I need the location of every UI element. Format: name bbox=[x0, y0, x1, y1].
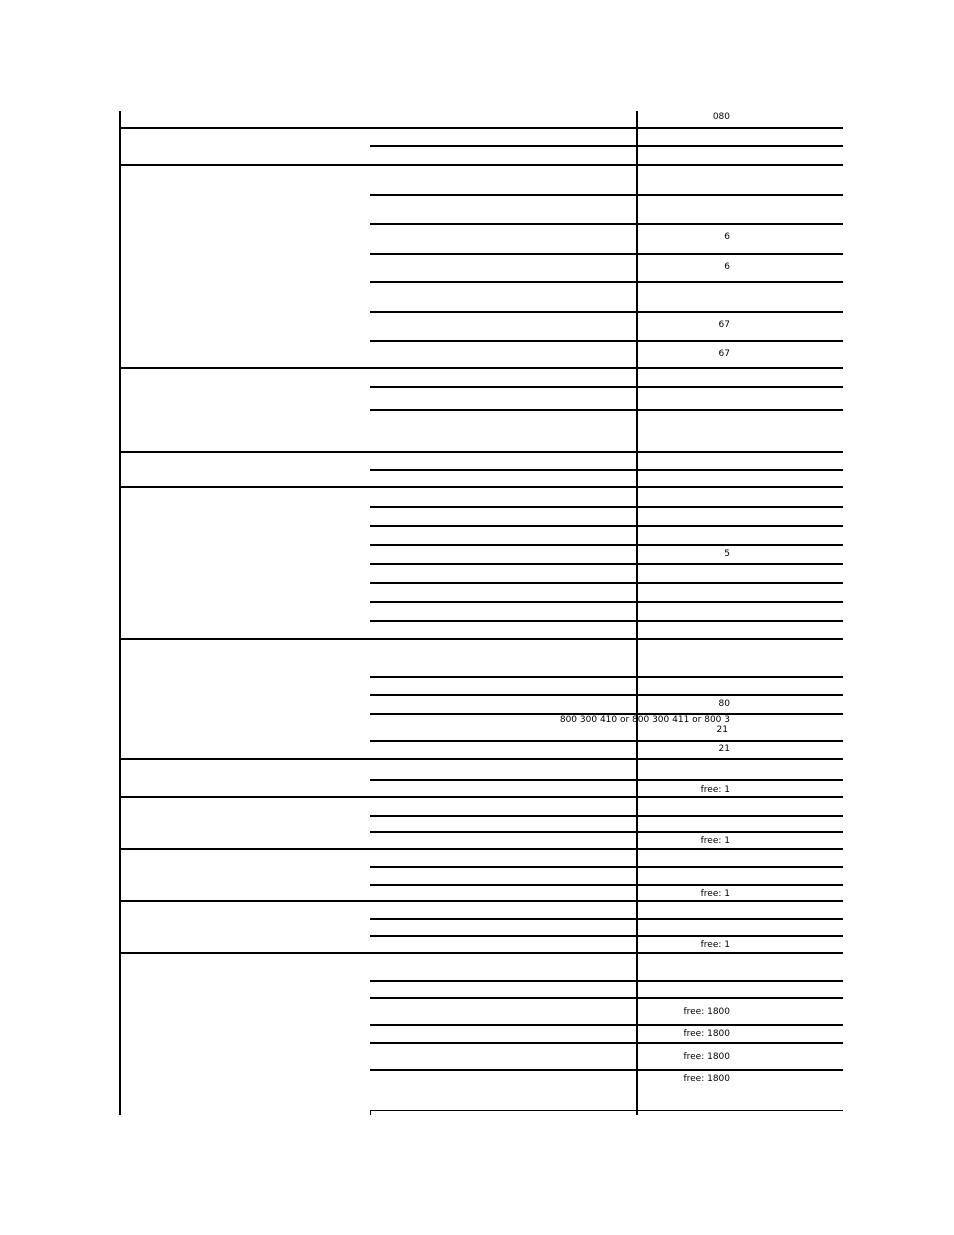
row-divider bbox=[370, 831, 843, 833]
row-divider bbox=[370, 409, 843, 411]
row-divider bbox=[370, 311, 843, 313]
phone-cell-text-line2: 21 bbox=[716, 725, 728, 735]
row-divider bbox=[119, 638, 843, 640]
phone-cell-text: free: 1 bbox=[700, 889, 730, 899]
row-divider bbox=[370, 145, 843, 147]
phone-cell-text: 800 300 410 or 800 300 411 or 800 3 bbox=[559, 715, 730, 725]
phone-cell-text: free: 1 bbox=[700, 836, 730, 846]
row-divider bbox=[370, 340, 843, 342]
column-divider bbox=[119, 111, 121, 1115]
column-divider bbox=[370, 1110, 371, 1115]
row-divider bbox=[119, 796, 843, 798]
row-divider bbox=[370, 815, 843, 817]
row-divider bbox=[370, 506, 843, 508]
row-divider bbox=[370, 1110, 843, 1111]
row-divider bbox=[119, 758, 843, 760]
row-divider bbox=[119, 127, 843, 129]
row-divider bbox=[370, 676, 843, 678]
phone-cell-text: free: 1800 bbox=[683, 1074, 730, 1084]
row-divider bbox=[370, 469, 843, 471]
row-divider bbox=[370, 1024, 843, 1026]
row-divider bbox=[119, 486, 843, 488]
row-divider bbox=[370, 740, 843, 742]
phone-cell-text: free: 1800 bbox=[683, 1052, 730, 1062]
column-divider bbox=[636, 111, 638, 1115]
phone-cell-text: free: 1 bbox=[700, 785, 730, 795]
row-divider bbox=[370, 563, 843, 565]
phone-cell-text: free: 1 bbox=[700, 940, 730, 950]
row-divider bbox=[370, 620, 843, 622]
phone-cell-text: 5 bbox=[724, 549, 730, 559]
row-divider bbox=[370, 997, 843, 999]
phone-cell-text: 080 bbox=[712, 112, 730, 122]
row-divider bbox=[119, 900, 843, 902]
row-divider bbox=[370, 281, 843, 283]
row-divider bbox=[370, 1069, 843, 1071]
row-divider bbox=[370, 884, 843, 886]
row-divider bbox=[119, 952, 843, 954]
phone-cell-text: 80 bbox=[718, 699, 730, 709]
phone-cell-text: free: 1800 bbox=[683, 1029, 730, 1039]
row-divider bbox=[370, 194, 843, 196]
phone-cell-text: 67 bbox=[718, 349, 730, 359]
row-divider bbox=[370, 694, 843, 696]
row-divider bbox=[370, 866, 843, 868]
row-divider bbox=[370, 544, 843, 546]
row-divider bbox=[370, 601, 843, 603]
phone-cell-text: 6 bbox=[724, 232, 730, 242]
row-divider bbox=[370, 253, 843, 255]
row-divider bbox=[370, 386, 843, 388]
row-divider bbox=[370, 779, 843, 781]
row-divider bbox=[119, 451, 843, 453]
row-divider bbox=[370, 980, 843, 982]
phone-cell-text: free: 1800 bbox=[683, 1007, 730, 1017]
phone-cell-text: 67 bbox=[718, 320, 730, 330]
row-divider bbox=[119, 164, 843, 166]
row-divider bbox=[370, 1042, 843, 1044]
row-divider bbox=[370, 918, 843, 920]
phone-cell-text: 6 bbox=[724, 262, 730, 272]
row-divider bbox=[370, 525, 843, 527]
row-divider bbox=[370, 582, 843, 584]
phone-cell-text: 21 bbox=[718, 744, 730, 754]
row-divider bbox=[370, 935, 843, 937]
row-divider bbox=[119, 367, 843, 369]
row-divider bbox=[370, 223, 843, 225]
row-divider bbox=[119, 848, 843, 850]
